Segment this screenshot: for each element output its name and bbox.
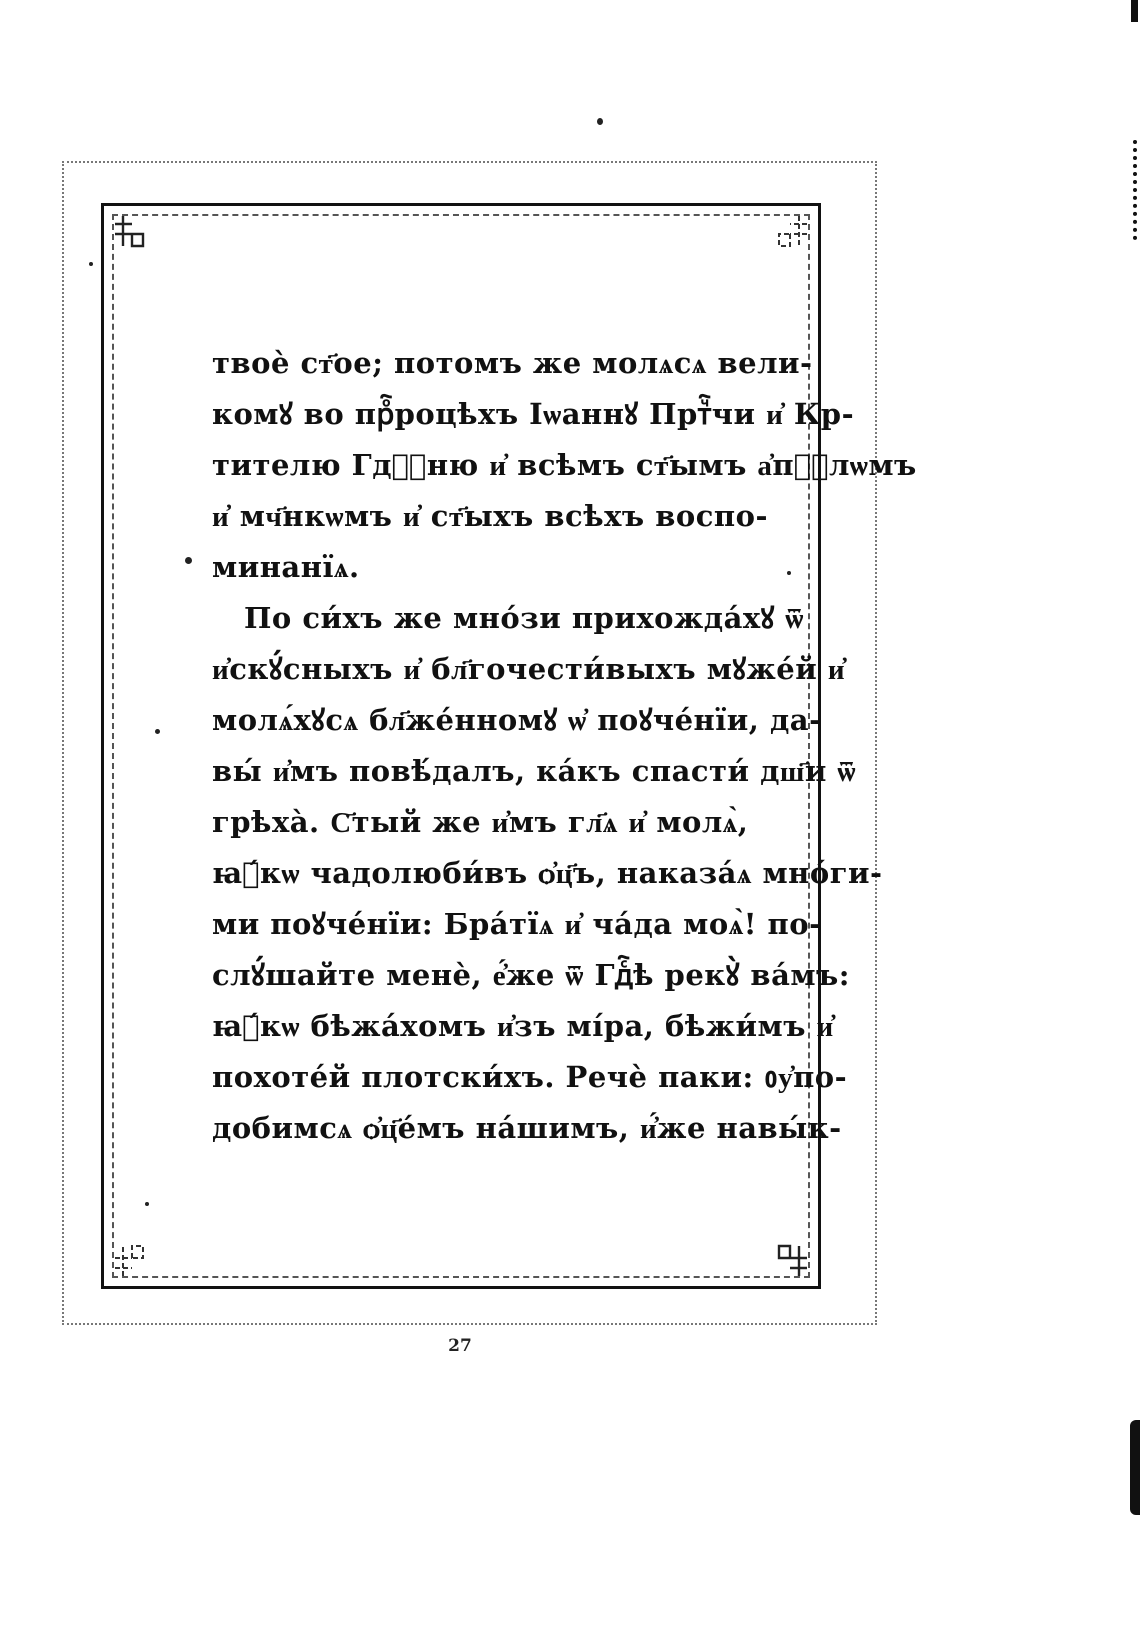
text-line: комꙋ во прⷪ҇роцѣхъ Іѡаннꙋ Пртⷱ҇чи и҆ Кр- xyxy=(212,397,855,431)
body-text xyxy=(212,338,917,1154)
corner-ornament-icon xyxy=(112,1244,146,1278)
scan-edge-mark xyxy=(1131,0,1138,22)
corner-ornament-icon xyxy=(776,1244,810,1278)
corner-ornament-icon xyxy=(112,214,146,248)
scan-edge-mark xyxy=(1133,140,1140,240)
text-line: и҆скꙋ́сныхъ и҆ бл҃гочести́выхъ мꙋже́й и҆ xyxy=(212,652,846,686)
text-line: похоте́й плотски́хъ. Речѐ паки: ᲂу҆по- xyxy=(212,1060,848,1094)
text-line: По си́хъ же мно́зи прихожда́хꙋ ѿ xyxy=(244,601,804,635)
scan-speck xyxy=(185,557,192,564)
corner-ornament-icon xyxy=(776,214,810,248)
scan-edge-mark xyxy=(1130,1420,1140,1515)
scan-speck xyxy=(787,571,791,575)
text-line: слꙋ́шайте менѐ, е҆́же ѿ Гдⷭ҇ѣ рекꙋ̀ ва́мъ: xyxy=(212,958,851,992)
text-line: молѧ́хꙋсѧ бл҃жéнномꙋ ѡ҆ поꙋче́нїи, да- xyxy=(212,703,822,737)
text-line: и҆ мч҃нкѡмъ и҆ ст҃ыхъ всѣхъ воспо- xyxy=(212,499,768,533)
text-line: ꙗ҆́кѡ бѣжа́хомъ и҆зъ мі́ра, бѣжи́мъ и҆ xyxy=(212,1009,834,1043)
text-line: твоѐ ст҃ое; потомъ же молѧсѧ вели- xyxy=(212,346,813,380)
text-line: тителю Гдⷭ҇ню и҆ всѣмъ ст҃ымъ а҆пⷭ҇лѡмъ xyxy=(212,448,917,482)
text-line: добимсѧ ѻ҆ц҃е́мъ на́шимъ, и҆́же навы́к- xyxy=(212,1111,842,1145)
text-line: минанїѧ. xyxy=(212,550,360,584)
text-line: грѣха̀. С҃тый же и҆мъ гл҃ѧ и҆ молѧ̀, xyxy=(212,805,749,839)
scan-speck xyxy=(155,729,160,734)
page-number: 27 xyxy=(448,1336,472,1356)
text-line: ꙗ҆́кѡ чадолюби́въ ѻ҆ц҃ъ, наказа́ѧ мно́ги- xyxy=(212,856,883,890)
scan-speck xyxy=(597,118,603,125)
scan-speck xyxy=(89,262,93,266)
scan-speck xyxy=(145,1202,149,1206)
text-line: вы́ и҆мъ повѣ́далъ, ка́къ спасти́ дш҃и ѿ xyxy=(212,754,856,788)
text-line: ми поꙋче́нїи: Бра́тїѧ и҆ ча́да моѧ̀! по- xyxy=(212,907,822,941)
